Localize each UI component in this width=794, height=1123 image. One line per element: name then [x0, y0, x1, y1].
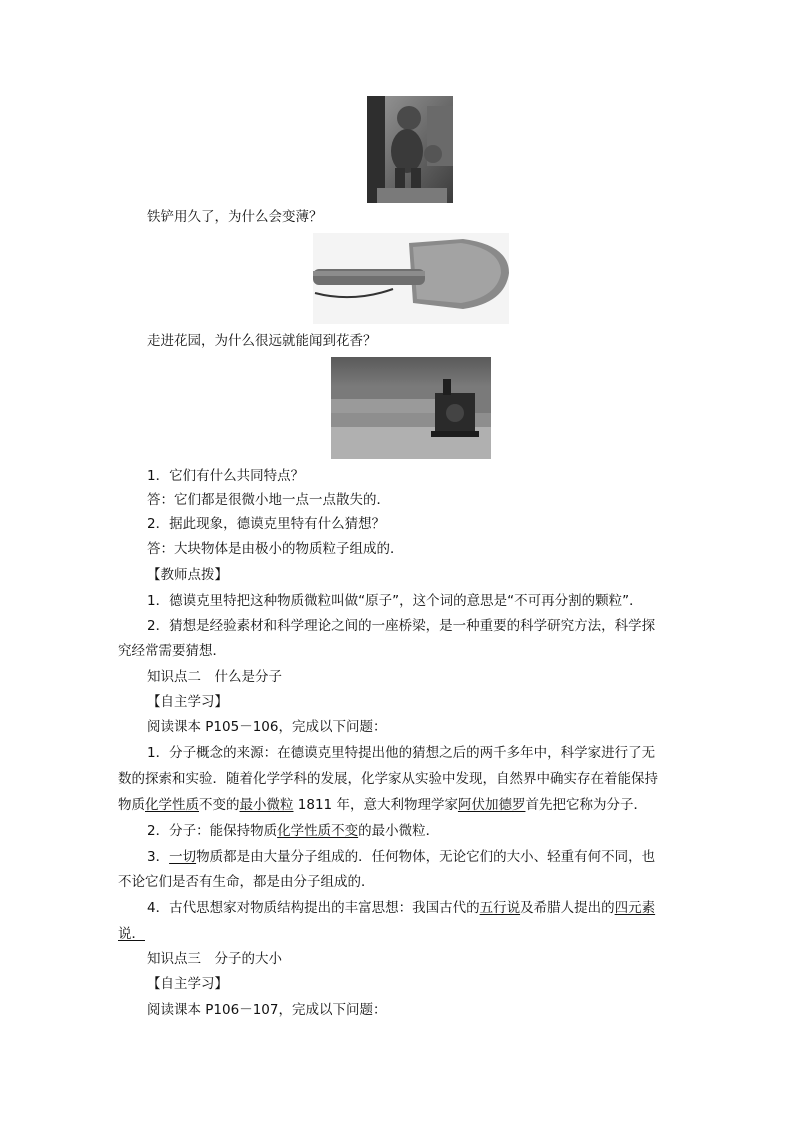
answer-blank: 化学性质不变 [277, 823, 359, 839]
teacher-heading: 【教师点拨】 [147, 567, 228, 583]
text: 3． [147, 849, 170, 865]
text: 首先把它称为分子． [525, 797, 647, 813]
section-3-reading: 阅读课本 P106－107，完成以下问题： [147, 1002, 387, 1018]
item-2 [147, 822, 707, 840]
question-shovel: 铁铲用久了，为什么会变薄？ [147, 209, 323, 225]
text: 2．分子：能保持物质 [147, 823, 278, 839]
question-1: 1．它们有什么共同特点？ [147, 468, 305, 484]
question-flower: 走进花园，为什么很远就能闻到花香？ [147, 333, 377, 349]
item-1-line-1: 1．分子概念的来源：在德谟克里特提出他的猜想之后的两千多年中，科学家进行了无 [147, 745, 656, 761]
text: 物质都是由大量分子组成的．任何物体，无论它们的大小、轻重有何不同，也 [196, 849, 656, 865]
item-1-line-3 [118, 796, 678, 814]
answer-blank: 五行说 [479, 900, 521, 916]
item-4-line-1 [147, 899, 707, 917]
text: 不变的 [199, 797, 240, 813]
garden-train-photo [331, 357, 491, 459]
section-2-study-heading: 【自主学习】 [147, 694, 228, 710]
text: 物质 [118, 797, 145, 813]
item-4-line-2: 说． [118, 926, 145, 942]
question-2: 2．据此现象，德谟克里特有什么猜想？ [147, 516, 386, 532]
section-2-reading: 阅读课本 P105－106，完成以下问题： [147, 719, 387, 735]
answer-blank: 化学性质 [145, 797, 199, 813]
text: 及希腊人提出的 [520, 900, 615, 916]
answer-2: 答：大块物体是由极小的物质粒子组成的． [147, 541, 404, 557]
answer-blank: 四元素 [614, 900, 656, 916]
item-1-line-2: 数的探索和实验．随着化学学科的发展，化学家从实验中发现，自然界中确实存在着能保持 [118, 771, 658, 787]
answer-1: 答：它们都是很微小地一点一点散失的． [147, 492, 390, 508]
answer-blank: 阿伏加德罗 [457, 797, 526, 813]
statue-photo [367, 96, 453, 203]
item-3-line-1 [147, 848, 707, 866]
shovel-photo [313, 233, 509, 324]
answer-blank: 一切 [169, 849, 197, 865]
answer-blank: 最小微粒 [239, 797, 294, 813]
section-3-title: 知识点三 分子的大小 [147, 951, 282, 967]
section-2-title: 知识点二 什么是分子 [147, 669, 282, 685]
text: 4．古代思想家对物质结构提出的丰富思想：我国古代的 [147, 900, 480, 916]
teacher-point-1: 1．德谟克里特把这种物质微粒叫做“原子”，这个词的意思是“不可再分割的颗粒”． [147, 593, 643, 609]
item-3-line-2: 不论它们是否有生命，都是由分子组成的． [118, 874, 375, 890]
teacher-point-2: 2．猜想是经验素材和科学理论之间的一座桥梁，是一种重要的科学研究方法，科学探 [147, 618, 656, 634]
text: 1811 年，意大利物理学家 [293, 797, 458, 813]
teacher-point-2-cont: 究经常需要猜想． [118, 643, 226, 659]
section-3-study-heading: 【自主学习】 [147, 976, 228, 992]
text: 的最小微粒． [358, 823, 440, 839]
